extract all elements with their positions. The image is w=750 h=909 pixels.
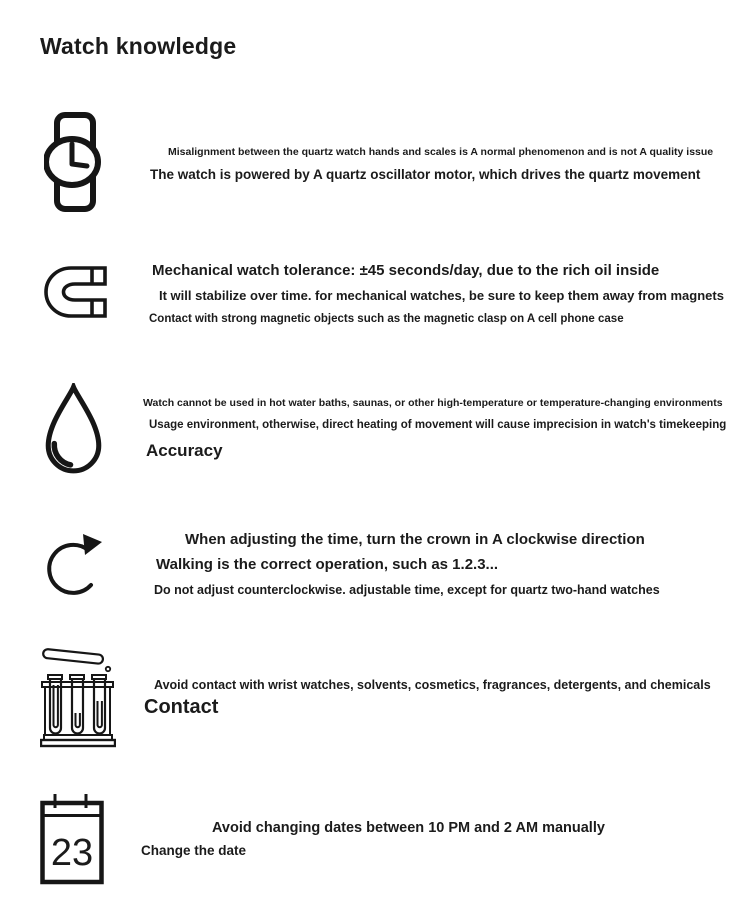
magnet-contact-text: Contact with strong magnetic objects such as the magnetic clasp on A cell phone case — [149, 313, 624, 325]
magnet-advice-text: It will stabilize over time. for mechanical watches, be sure to keep them away from magnets — [159, 288, 724, 303]
calendar-day-number: 23 — [50, 832, 94, 874]
magnet-icon — [43, 264, 107, 320]
change-date-heading: Change the date — [141, 843, 247, 858]
temperature-warning-text: Watch cannot be used in hot water baths, saunas, or other high-temperature or temperature-changing environments — [143, 397, 723, 409]
crown-direction-text: When adjusting the time, turn the crown in A clockwise direction — [185, 531, 645, 548]
quartz-description: The watch is powered by A quartz oscillator motor, which drives the quartz movement — [150, 167, 701, 182]
chemicals-warning-text: Avoid contact with wrist watches, solvents, cosmetics, fragrances, detergents, and chemicals — [154, 678, 711, 692]
accuracy-heading: Accuracy — [146, 441, 223, 460]
water-drop-icon — [42, 383, 105, 480]
test-tubes-icon — [40, 643, 116, 749]
calendar-icon — [40, 792, 104, 886]
date-warning-text: Avoid changing dates between 10 PM and 2 AM manually — [212, 820, 605, 836]
watch-icon — [44, 112, 104, 212]
magnet-tolerance-text: Mechanical watch tolerance: ±45 seconds/day, due to the rich oil inside — [152, 262, 660, 279]
crown-operation-text: Walking is the correct operation, such as 1.2.3... — [156, 556, 499, 573]
quartz-note: Misalignment between the quartz watch hands and scales is A normal phenomenon and is not A quality issue — [168, 146, 714, 158]
rotate-clockwise-icon — [45, 526, 107, 596]
crown-warning-text: Do not adjust counterclockwise. adjustable time, except for quartz two-hand watches — [154, 583, 660, 597]
contact-heading: Contact — [144, 696, 219, 718]
page-title: Watch knowledge — [40, 33, 237, 59]
temperature-usage-text: Usage environment, otherwise, direct heating of movement will cause imprecision in watch's timekeeping — [149, 419, 727, 431]
